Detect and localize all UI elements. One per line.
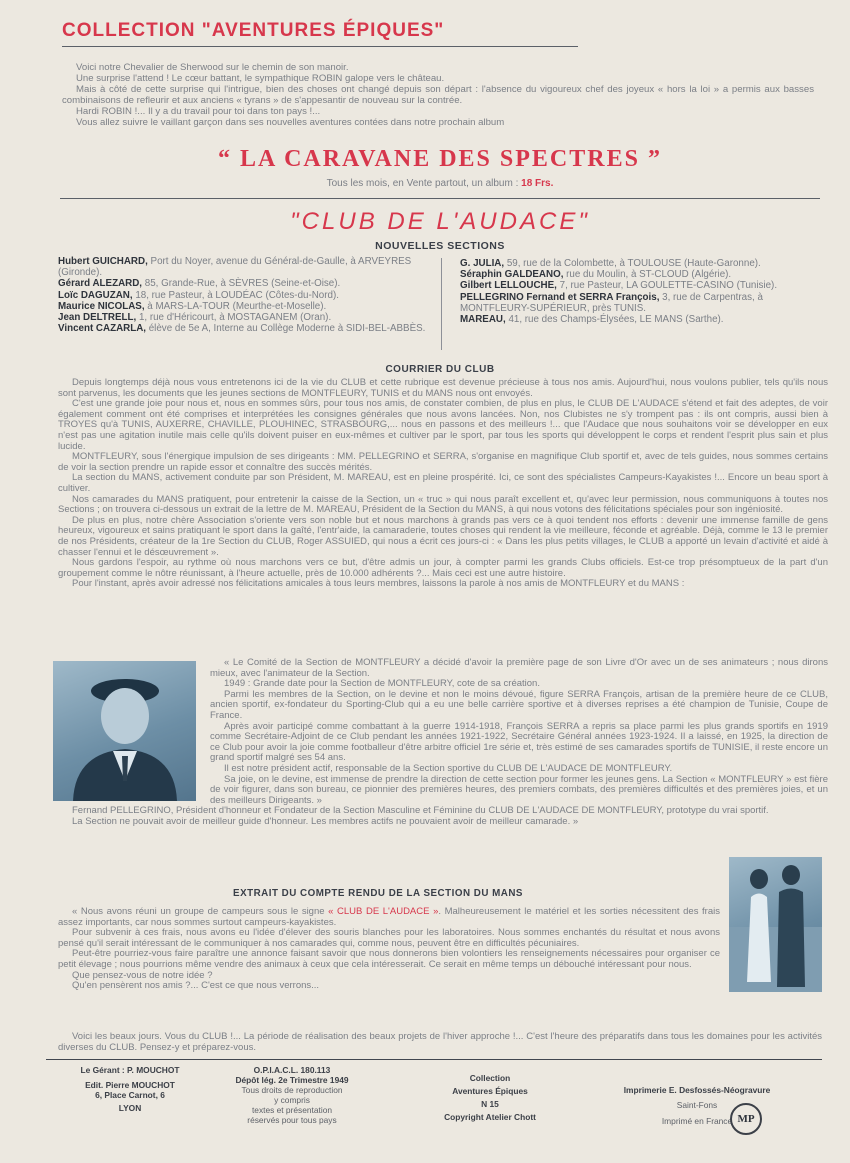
courrier-paragraph: Nous gardons l'espoir, au rythme où nous marchons vers ce but, d'être admis un jour, à compter parmi les grands Clubs officiels. Est-ce trop présomptueux de la part d'un groupement comme le nôtre réunissant, à l'heure actuelle, près de 10.000 adhérents ?... Mais ceci est une autre histoire. [58,557,828,579]
footer-rule [46,1059,822,1060]
extrait-heading: EXTRAIT DU COMPTE RENDU DE LA SECTION DU MANS [233,888,523,899]
footer-collection: Collection Aventures Épiques N 15 Copyright Atelier Chott [444,1073,536,1122]
courrier-heading: COURRIER DU CLUB [385,364,495,375]
montfleury-paragraph: 1949 : Grande date pour la Section de MONTFLEURY, cote de sa création. [224,678,540,690]
courrier-paragraph: La section du MANS, activement conduite par son Président, M. MAREAU, est en pleine prospérité. Ici, ce sont des spécialistes Campeurs-Kayakistes !... Encore un beau sport à cultiver. [58,472,828,494]
intro-line: Mais à côté de cette surprise qui l'intrigue, bien des choses ont changé depuis son départ : l'absence du vigoureux chef des joyeux « hors la loi » a permis aux basses combinaisons de refleurir et aux anciens « tyrans » de s'appesantir de nouveau sur la contrée. [62,83,814,106]
montfleury-paragraph: Après avoir participé comme combattant à la guerre 1914-1918, François SERRA a repris sa place parmi les plus grands sportifs en 1919 comme Secrétaire-Adjoint de ce Club pendant les années 1921-1922, Secrétaire Général années 1923-1924. Il a laissé, en 1925, la direction de ce Club pour avoir la joie comme footballeur d'être arbitre officiel 1re série et, très estimé de ses camarades sportifs de TUNISIE, il reste encore un grand sportif malgré ses 54 ans. [210,720,828,764]
courrier-paragraph: Nos camarades du MANS pratiquent, pour entretenir la caisse de la Section, un « truc » qui nous paraît excellent et, qu'avec leur permission, nous communiquons à toutes nos Sections ; on trouvera ci-dessous un extrait de la lettre de M. MAREAU, Président de la Section du MANS, à qui nous votons des félicitations spéciales pour son ingéniosité. [58,493,828,516]
footer-printer: Imprimerie E. Desfossés-Néogravure Saint-Fons Imprimé en France [623,1085,771,1126]
montfleury-paragraph: La Section ne pouvait avoir de meilleur guide d'honneur. Les membres actifs ne pouvaient avoir de meilleur camarade. » [72,815,579,827]
extrait-text [58,907,720,992]
member-entry: Vincent CAZARLA, élève de 5e A, Interne au Collège Moderne à SIDI-BEL-ABBÈS. [58,323,426,335]
member-entry: Gilbert LELLOUCHE, 7, rue Pasteur, LA GOULETTE-CASINO (Tunisie). [460,280,778,292]
member-entry: Loïc DAGUZAN, 18, rue Pasteur, à LOUDÉAC (Côtes-du-Nord). [58,289,339,301]
extrait-paragraph: Pour subvenir à ces frais, nous avons eu l'idée d'élever des souris blanches pour les laboratoires. Nous sommes enchantés du résultat et nous avons pensé qu'il serait intéressant de le communiquer à nos camarades qui, comme nous, peuvent être en difficultés pécuniaires. [58,927,720,949]
montfleury-paragraph: Il est notre président actif, responsable de la Section sportive du CLUB DE L'AUDACE DE MONTFLEURY. [224,762,673,774]
intro-text [62,63,814,128]
campers-figures [729,857,822,992]
extrait-paragraph: Qu'en pensèrent nos amis ?... C'est ce que nous verrons... [72,980,320,992]
member-entry: G. JULIA, 59, rue de la Colombette, à TOULOUSE (Haute-Garonne). [460,258,761,269]
montfleury-paragraph: Sa joie, on le devine, est immense de prendre la direction de cette section pour former les jeunes gens. La Section « MONTFLEURY » est fière de voir figurer, dans son bureau, ce pionnier des premières heures, des premiers combats, des premières difficultés et des premières joies, et un des meilleurs Dirigeants. » [210,773,828,806]
montfleury-paragraph: Parmi les membres de la Section, on le devine et non le moins dévoué, figure SERRA François, artisan de la première heure de ce CLUB, ancien sportif, ex-fondateur du Sporting-Club qui a eu une belle carrière sportive et à diverses reprises a été champion de Tunisie, Coupe de France. [210,688,828,721]
club-title: "CLUB DE L'AUDACE" [290,208,590,235]
courrier-paragraph: De plus en plus, notre chère Association s'oriente vers son noble but et nous marchons à grands pas vers ce à quoi tendent nos efforts : devenir une immense famille de gens heureux, vigoureux et sains pratiquant le sport dans la gaîté, l'entr'aide, la camaraderie, toutes choses qui rendent la vie meilleure, féconde et agréable. Déjà, comme le 13 le premier de nos Présidents, créateur de la 1re Section du CLUB, Roger ASSUIED, qui nous a écrit ces jours-ci : « Dans les plus petits villages, le CLUB a apporté un levain d'activité et aidé à chasser l'ennui et le désœuvrement ». [58,514,828,558]
club-highlight: « CLUB DE L'AUDACE » [328,906,439,917]
album-title: “ LA CARAVANE DES SPECTRES ” [218,146,662,172]
member-entry: Maurice NICOLAS, à MARS-LA-TOUR (Meurthe-et-Moselle). [58,300,327,312]
extrait-paragraph: « Nous avons réuni un groupe de campeurs sous le signe « CLUB DE L'AUDACE ». Malheureusement le matériel et les sorties nécessitent des frais assez importants, car nous sommes surtout campeurs-kayakistes. [58,906,720,928]
member-entry: PELLEGRINO Fernand et SERRA François, 3, rue de Carpentras, à MONTFLEURY-SUPÉRIEUR, près TUNIS. [460,291,763,314]
member-entry: Gérard ALEZARD, 85, Grande-Rue, à SÈVRES (Seine-et-Oise). [58,278,341,290]
courrier-paragraph: C'est une grande joie pour nous et, nous en sommes sûrs, pour tous nos amis, de constater combien, de plus en plus, le CLUB DE L'AUDACE s'étend et fait des adeptes, de voir également comment ont été comprises et interprétées les consignes générales que nous avons lancées. Non, nos Clubistes ne s'y trompent pas : ils ont compris, aussi bien à TROYES qu'à TUNIS, AUXERRE, CHAVILLE, PLOUHINEC, STRASBOURG,... nous en passons et des meilleurs !... que l'Audace que nous souhaitons voir se développer en eux n'est pas une agitation inutile mais celle qu'ils doivent puiser en eux-mêmes et cultiver par le sport, par tous les sports qui développent le corps et rendent l'esprit plus sain et plus lucide. [58,398,828,452]
footer-legal: O.P.I.A.C.L. 180.113 Dépôt lég. 2e Trimestre 1949 Tous droits de reproduction y compris textes et présentation réservés pour tous pays [235,1065,349,1125]
intro-line: Vous allez suivre le vaillant garçon dans ses nouvelles aventures contées dans notre prochain album [76,116,505,128]
section-rule [60,198,820,199]
logo-text: MP [737,1113,755,1125]
members-left [58,256,428,334]
publisher-logo [730,1103,762,1135]
member-entry: Séraphin GALDEANO, rue du Moulin, à ST-CLOUD (Algérie). [460,269,732,281]
footer-editor: Le Gérant : P. MOUCHOT Edit. Pierre MOUCHOT 6, Place Carnot, 6 LYON [80,1065,180,1113]
sale-line [60,178,820,189]
sale-text: Tous les mois, en Vente partout, un album : [326,178,519,189]
montfleury-paragraph: « Le Comité de la Section de MONTFLEURY a décidé d'avoir la première page de son Livre d'Or avec un de ses animateurs ; nous dirons mieux, avec l'animateur de la Section. [210,657,828,679]
courrier-paragraph: MONTFLEURY, sous l'énergique impulsion de ses dirigeants : MM. PELLEGRINO et SERRA, s'organise en magnifique Club sportif et, avec de tels guides, nous sommes certains de voir la section prendre un rapide essor et connaître des succès mérités. [58,451,828,473]
courrier-paragraph: Pour l'instant, après avoir adressé nos félicitations amicales à tous leurs membres, laissons la parole à nos amis de MONTFLEURY et du MANS : [72,578,685,590]
courrier-text [58,378,828,590]
closing-text [58,1032,822,1053]
intro-line: Une surprise l'attend ! Le cœur battant, le sympathique ROBIN galope vers le château. [76,72,445,84]
courrier-paragraph: Depuis longtemps déjà nous vous entretenons ici de la vie du CLUB et cette rubrique est devenue précieuse à tous nos amis. Aujourd'hui, nous voulons publier, tels qu'ils nous sont parvenus, les documents que les jeunes sections de MONTFLEURY, TUNIS et du MANS nous ont envoyés. [58,377,828,399]
extrait-paragraph: Peut-être pourriez-vous faire paraître une annonce faisant savoir que nous donnerons bien volontiers les renseignements nécessaires pour organiser ce petit élevage ; nous pourrions même vendre des animaux à ceux que cela intéresserait. Ce serait en même temps un débouché intéressant pour nous. [58,948,720,970]
campers-photo [729,857,822,992]
sale-price: 18 Frs. [521,178,554,189]
member-entry: Jean DELTRELL, 1, rue d'Héricourt, à MOSTAGANEM (Oran). [58,312,332,324]
member-entry: Hubert GUICHARD, Port du Noyer, avenue du Général-de-Gaulle, à ARVEYRES (Gironde). [58,256,412,279]
extrait-paragraph: Que pensez-vous de notre idée ? [72,969,213,981]
intro-line: Voici notre Chevalier de Sherwood sur le chemin de son manoir. [76,62,349,73]
closing-paragraph: Voici les beaux jours. Vous du CLUB !... La période de réalisation des beaux projets de l'hiver approche !... C'est l'heure des préparatifs dans tous les domaines pour les activités diverses du CLUB. Pensez-y et préparez-vous. [58,1031,822,1053]
montfleury-text [58,658,828,828]
intro-line: Hardi ROBIN !... Il y a du travail pour toi dans ton pays !... [76,105,321,117]
montfleury-paragraph: Fernand PELLEGRINO, Président d'honneur et Fondateur de la Section Masculine et Féminine du CLUB DE L'AUDACE DE MONTFLEURY, prototype du vrai sportif. [72,805,769,817]
collection-title: COLLECTION "AVENTURES ÉPIQUES" [62,20,445,41]
members-right [460,258,810,325]
members-divider [441,258,442,350]
header-rule [62,46,578,47]
new-sections-heading: NOUVELLES SECTIONS [375,240,505,252]
member-entry: MAREAU, 41, rue des Champs-Élysées, LE MANS (Sarthe). [460,314,724,326]
